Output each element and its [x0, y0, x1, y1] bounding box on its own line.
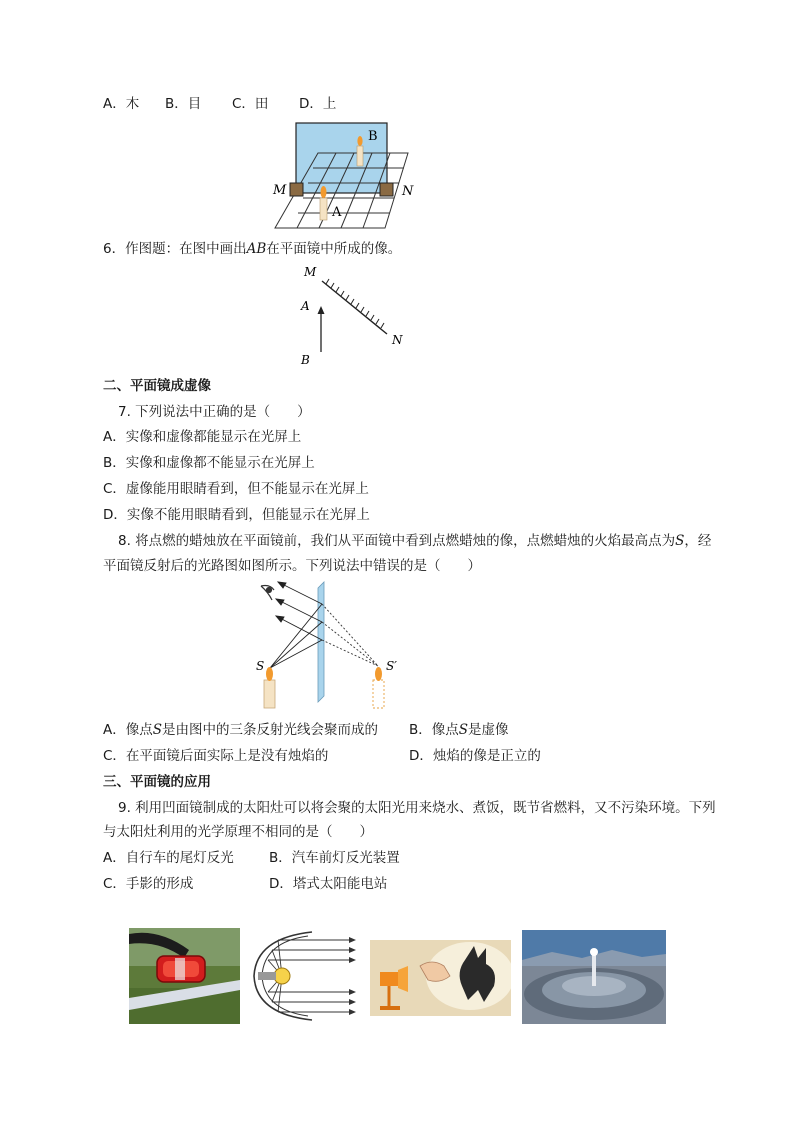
virtual-ray-extensions: [322, 604, 378, 666]
q5-label-m: M: [273, 183, 287, 198]
bike-tail-light-photo: [129, 928, 240, 1024]
q7-option-a: A．实像和虚像都能显示在光屏上: [103, 429, 302, 445]
stand-n: [380, 183, 393, 196]
q8-stem-line1: [118, 531, 711, 551]
plane-mirror-mn: [322, 281, 387, 334]
q8-option-b-prefix: B．像点: [409, 722, 459, 738]
q5-label-a: A: [332, 205, 342, 220]
q6-stem: [103, 239, 401, 259]
candle-image-icon: [373, 667, 384, 708]
hand-shadow-photo: [370, 940, 511, 1016]
q8-option-b: [409, 720, 509, 740]
q7-option-c: C．虚像能用眼睛看到，但不能显示在光屏上: [103, 481, 369, 497]
candle-a-icon: [320, 186, 327, 220]
q7-option-b: B．实像和虚像都不能显示在光屏上: [103, 455, 315, 471]
q6-label-b: B: [301, 353, 310, 367]
headlight-reflector-diagram: [248, 928, 360, 1024]
q8-option-c: C．在平面镜后面实际上是没有烛焰的: [103, 748, 329, 764]
q5-option-c: C．田: [232, 96, 269, 112]
q6-stem-prefix: 6．作图题：在图中画出: [103, 241, 247, 257]
q5-label-n: N: [402, 184, 414, 199]
q8-option-a: [103, 720, 378, 740]
q5-option-a: A．木: [103, 96, 140, 112]
q6-label-a: A: [301, 299, 310, 313]
q8-option-a-prefix: A．像点: [103, 722, 153, 738]
q9-option-b: B．汽车前灯反光装置: [269, 850, 400, 866]
candle-b-icon: [357, 136, 363, 166]
q5-label-b: B: [368, 129, 378, 144]
candle-icon: [264, 667, 275, 708]
q8-reflection-figure: [250, 578, 410, 712]
q7-option-d: D．实像不能用眼睛看到，但能显示在光屏上: [103, 507, 370, 523]
q9-option-a: A．自行车的尾灯反光: [103, 850, 234, 866]
q5-option-d: D．上: [299, 96, 337, 112]
q9-stem-line1: 9. 利用凹面镜制成的太阳灶可以将会聚的太阳光用来烧水、煮饭，既节省燃料，又不污染环境。下列: [118, 800, 716, 816]
q8-option-a-suffix: 是由图中的三条反射光线会聚而成的: [162, 722, 378, 738]
q8-option-b-s: S: [458, 722, 469, 738]
q8-stem-s: S: [675, 533, 685, 549]
reflected-rays: [276, 582, 322, 640]
q9-option-d: D．塔式太阳能电站: [269, 876, 388, 892]
section-2-heading: 二、平面镜成虚像: [103, 378, 211, 394]
q6-stem-ab: AB: [246, 241, 267, 257]
stand-m: [290, 183, 303, 196]
q9-stem-line2: 与太阳灶利用的光学原理不相同的是（ ）: [103, 824, 373, 840]
q8-stem-line2: 平面镜反射后的光路图如图所示。下列说法中错误的是（ ）: [103, 558, 481, 574]
arrowhead-a: [318, 306, 325, 314]
q6-label-m: M: [304, 265, 317, 279]
q5-option-b: B．目: [165, 96, 202, 112]
section-3-heading: 三、平面镜的应用: [103, 774, 211, 790]
q5-mirror-grid-figure: [265, 120, 415, 232]
q8-option-a-s: S: [152, 722, 162, 738]
q9-option-c: C．手影的形成: [103, 876, 194, 892]
mirror-hatching: [326, 279, 384, 328]
q6-mirror-figure: [296, 264, 410, 370]
solar-tower-station-photo: [522, 930, 666, 1024]
q8-stem-line1-suffix: ，经: [684, 533, 712, 549]
q8-label-s-prime: S′: [386, 659, 397, 673]
q8-option-d: D．烛焰的像是正立的: [409, 748, 541, 764]
q8-option-b-suffix: 是虚像: [468, 722, 509, 738]
q6-label-n: N: [392, 333, 403, 347]
q8-stem-line1-prefix: 8. 将点燃的蜡烛放在平面镜前，我们从平面镜中看到点燃蜡烛的像，点燃蜡烛的火焰最高点为: [118, 533, 676, 549]
q8-label-s: S: [256, 659, 265, 673]
eye-icon: [261, 586, 274, 601]
q6-stem-suffix: 在平面镜中所成的像。: [266, 241, 402, 257]
q7-stem: 7. 下列说法中正确的是（ ）: [118, 404, 311, 420]
